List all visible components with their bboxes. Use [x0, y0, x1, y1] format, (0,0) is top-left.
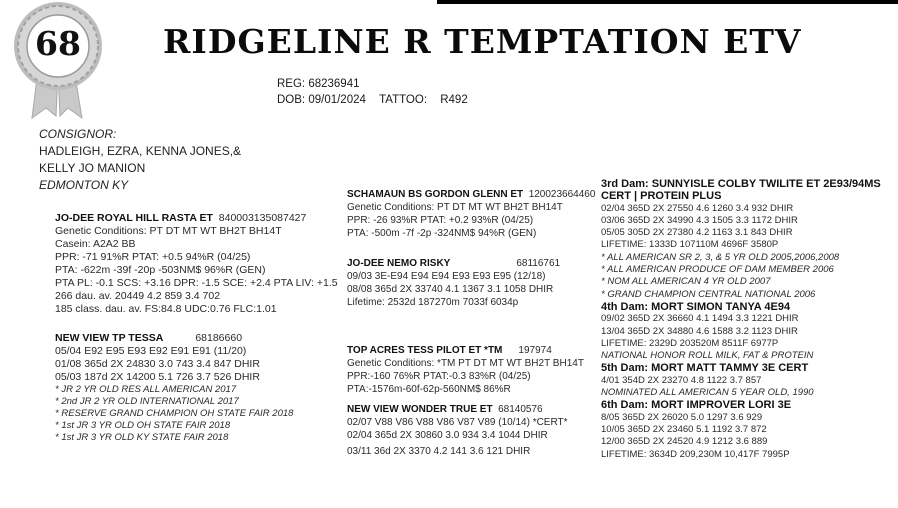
dam-sire-pta: PTA:-1576m-60f-62p-560NM$ 86%R [347, 384, 511, 395]
dam-sire-block [347, 344, 584, 396]
third-dam-honor: * ALL AMERICAN SR 2, 3, & 5 YR OLD 2005,2006,2008 [601, 251, 840, 263]
sixth-dam-lifetime: LIFETIME: 3634D 209,230M 10,417F 7995P [601, 448, 790, 460]
fourth-dam-honor: NATIONAL HONOR ROLL MILK, FAT & PROTEIN [601, 350, 814, 362]
sire-casein: Casein: A2A2 BB [55, 238, 136, 250]
lot-number: 68 [35, 24, 81, 63]
third-dam-lifetime: LIFETIME: 1333D 107110M 4696F 3580P [601, 239, 779, 251]
third-dam-record: 03/06 365D 2X 34990 4.3 1505 3.3 1172 DHIR [601, 214, 798, 226]
lot-number-badge [10, 0, 106, 120]
dam-honor: * JR 2 YR OLD RES ALL AMERICAN 2017 [55, 384, 237, 395]
dam-honor: * RESERVE GRAND CHAMPION OH STATE FAIR 2018 [55, 408, 294, 419]
third-dam-honor: * GRAND CHAMPION CENTRAL NATIONAL 2006 [601, 288, 816, 300]
consignor-line-1: HADLEIGH, EZRA, KENNA JONES,& [39, 144, 242, 158]
fifth-dam-honor: NOMINATED ALL AMERICAN 5 YEAR OLD, 1990 [601, 387, 814, 399]
consignor-line-2: KELLY JO MANION [39, 161, 146, 175]
sire-dam-block [347, 257, 560, 309]
third-dam-record: 05/05 305D 2X 27380 4.2 1163 3.1 843 DHIR [601, 227, 793, 239]
sixth-dam-record: 8/05 365D 2X 26020 5.0 1297 3.6 929 [601, 411, 763, 423]
dam-honor: * 2nd JR 2 YR OLD INTERNATIONAL 2017 [55, 396, 239, 407]
fourth-dam-header: 4th Dam: MORT SIMON TANYA 4E94 [601, 300, 791, 313]
dam-id: 68186660 [195, 332, 243, 344]
reg-row [277, 78, 360, 90]
tattoo-value: R492 [440, 94, 468, 106]
tattoo-label: TATTOO: [379, 94, 428, 106]
fourth-dam-lifetime: LIFETIME: 2329D 203520M 8511F 6977P [601, 337, 779, 349]
dob-value: 09/01/2024 [308, 94, 366, 106]
fourth-dam-record: 09/02 365D 2X 36660 4.1 1494 3.3 1221 DHIR [601, 313, 799, 325]
reg-value: 68236941 [308, 78, 360, 90]
dam-sire-ppr: PPR:-160 76%R PTAT:-0.3 83%R (04/25) [347, 371, 531, 382]
dam-honor: * 1st JR 3 YR OLD OH STATE FAIR 2018 [55, 420, 231, 431]
dam-sire-id: 197974 [518, 345, 552, 356]
consignor-location: EDMONTON KY [39, 178, 129, 192]
dam-record: 01/08 365d 2X 24830 3.0 743 3.4 847 DHIR [55, 358, 260, 370]
sire-dam-id: 68116761 [516, 258, 561, 269]
third-dam-honor: * NOM ALL AMERICAN 4 YR OLD 2007 [601, 276, 771, 288]
dam-dam-id: 68140576 [498, 404, 543, 415]
third-dam-honor: * ALL AMERICAN PRODUCE OF DAM MEMBER 2006 [601, 264, 834, 276]
dob-row [277, 94, 468, 106]
sixth-dam-header: 6th Dam: MORT IMPROVER LORI 3E [601, 399, 792, 412]
dam-record: 05/03 187d 2X 14200 5.1 726 3.7 526 DHIR [55, 371, 260, 383]
sire-sire-genetic: Genetic Conditions: PT DT MT WT BH2T BH14T [347, 202, 563, 213]
sire-dam-record: 09/03 3E-E94 E94 E94 E93 E93 E95 (12/18) [347, 271, 546, 282]
sire-dam-record: 08/08 365d 2X 33740 4.1 1367 3.1 1058 DHIR [347, 284, 554, 295]
sire-ppr: PPR: -71 91%R PTAT: +0.5 94%R (04/25) [55, 251, 251, 263]
ancestry-column [601, 178, 881, 461]
sire-sire-pta: PTA: -500m -7f -2p -324NM$ 94%R (GEN) [347, 228, 537, 239]
animal-name-title: RIDGELINE R TEMPTATION ETV [163, 22, 802, 61]
sire-name: JO-DEE ROYAL HILL RASTA ET [55, 212, 213, 224]
sire-block [55, 212, 338, 316]
sire-sire-ppr: PPR: -26 93%R PTAT: +0.2 93%R (04/25) [347, 215, 534, 226]
dam-block [55, 332, 293, 444]
sire-sire-block [347, 188, 595, 240]
dam-sire-genetic: Genetic Conditions: *TM PT DT MT WT BH2T BH14T [347, 358, 584, 369]
sire-sire-name: SCHAMAUN BS GORDON GLENN ET [347, 189, 524, 200]
sire-dam-name: JO-DEE NEMO RISKY [347, 258, 451, 269]
dam-name: NEW VIEW TP TESSA [55, 332, 164, 344]
reg-label: REG: [277, 78, 306, 90]
fifth-dam-record: 4/01 354D 2X 23270 4.8 1122 3.7 857 [601, 374, 762, 386]
sire-dam-lifetime: Lifetime: 2532d 187270m 7033f 6034p [347, 297, 519, 308]
dam-sire-name: TOP ACRES TESS PILOT ET *TM [347, 345, 503, 356]
dam-dam-name: NEW VIEW WONDER TRUE ET [347, 404, 493, 415]
sixth-dam-record: 12/00 365D 2X 24520 4.9 1212 3.6 889 [601, 436, 768, 448]
consignor-label: CONSIGNOR: [39, 127, 117, 141]
dam-dam-record: 03/11 36d 2X 3370 4.2 141 3.6 121 DHIR [347, 446, 531, 457]
dam-dam-record: 02/04 365d 2X 30860 3.0 934 3.4 1044 DHIR [347, 430, 548, 441]
dam-dam-block [347, 403, 568, 458]
sixth-dam-record: 10/05 365D 2X 23460 5.1 1192 3.7 872 [601, 423, 767, 435]
sire-genetic: Genetic Conditions: PT DT MT WT BH2T BH14T [55, 225, 282, 237]
dam-record: 05/04 E92 E95 E93 E92 E91 E91 (11/20) [55, 345, 247, 357]
third-dam-record: 02/04 365D 2X 27550 4.6 1260 3.4 932 DHIR [601, 202, 794, 214]
sire-pta: PTA: -622m -39f -20p -503NM$ 96%R (GEN) [55, 264, 266, 276]
top-rule [437, 0, 898, 4]
sire-class-daughters: 185 class. dau. av. FS:84.8 UDC:0.76 FLC:1.01 [55, 303, 277, 315]
dob-label: DOB: [277, 94, 306, 106]
fourth-dam-record: 13/04 365D 2X 34880 4.6 1588 3.2 1123 DHIR [601, 325, 798, 337]
sire-daughters: 266 dau. av. 20449 4.2 859 3.4 702 [55, 290, 221, 302]
sire-pta-pl: PTA PL: -0.1 SCS: +3.16 DPR: -1.5 SCE: +2.4 PTA LIV: +1.5 [55, 277, 338, 289]
sire-sire-id: 120023664460 [528, 189, 596, 200]
dam-dam-record: 02/07 V88 V86 V88 V86 V87 V89 (10/14) *CERT* [347, 417, 568, 428]
dam-honor: * 1st JR 3 YR OLD KY STATE FAIR 2018 [55, 432, 229, 443]
sire-id: 840003135087427 [218, 212, 307, 224]
third-dam-header-2: CERT | PROTEIN PLUS [601, 190, 722, 203]
fifth-dam-header: 5th Dam: MORT MATT TAMMY 3E CERT [601, 362, 809, 375]
third-dam-header: 3rd Dam: SUNNYISLE COLBY TWILITE ET 2E93/94MS [601, 178, 881, 190]
